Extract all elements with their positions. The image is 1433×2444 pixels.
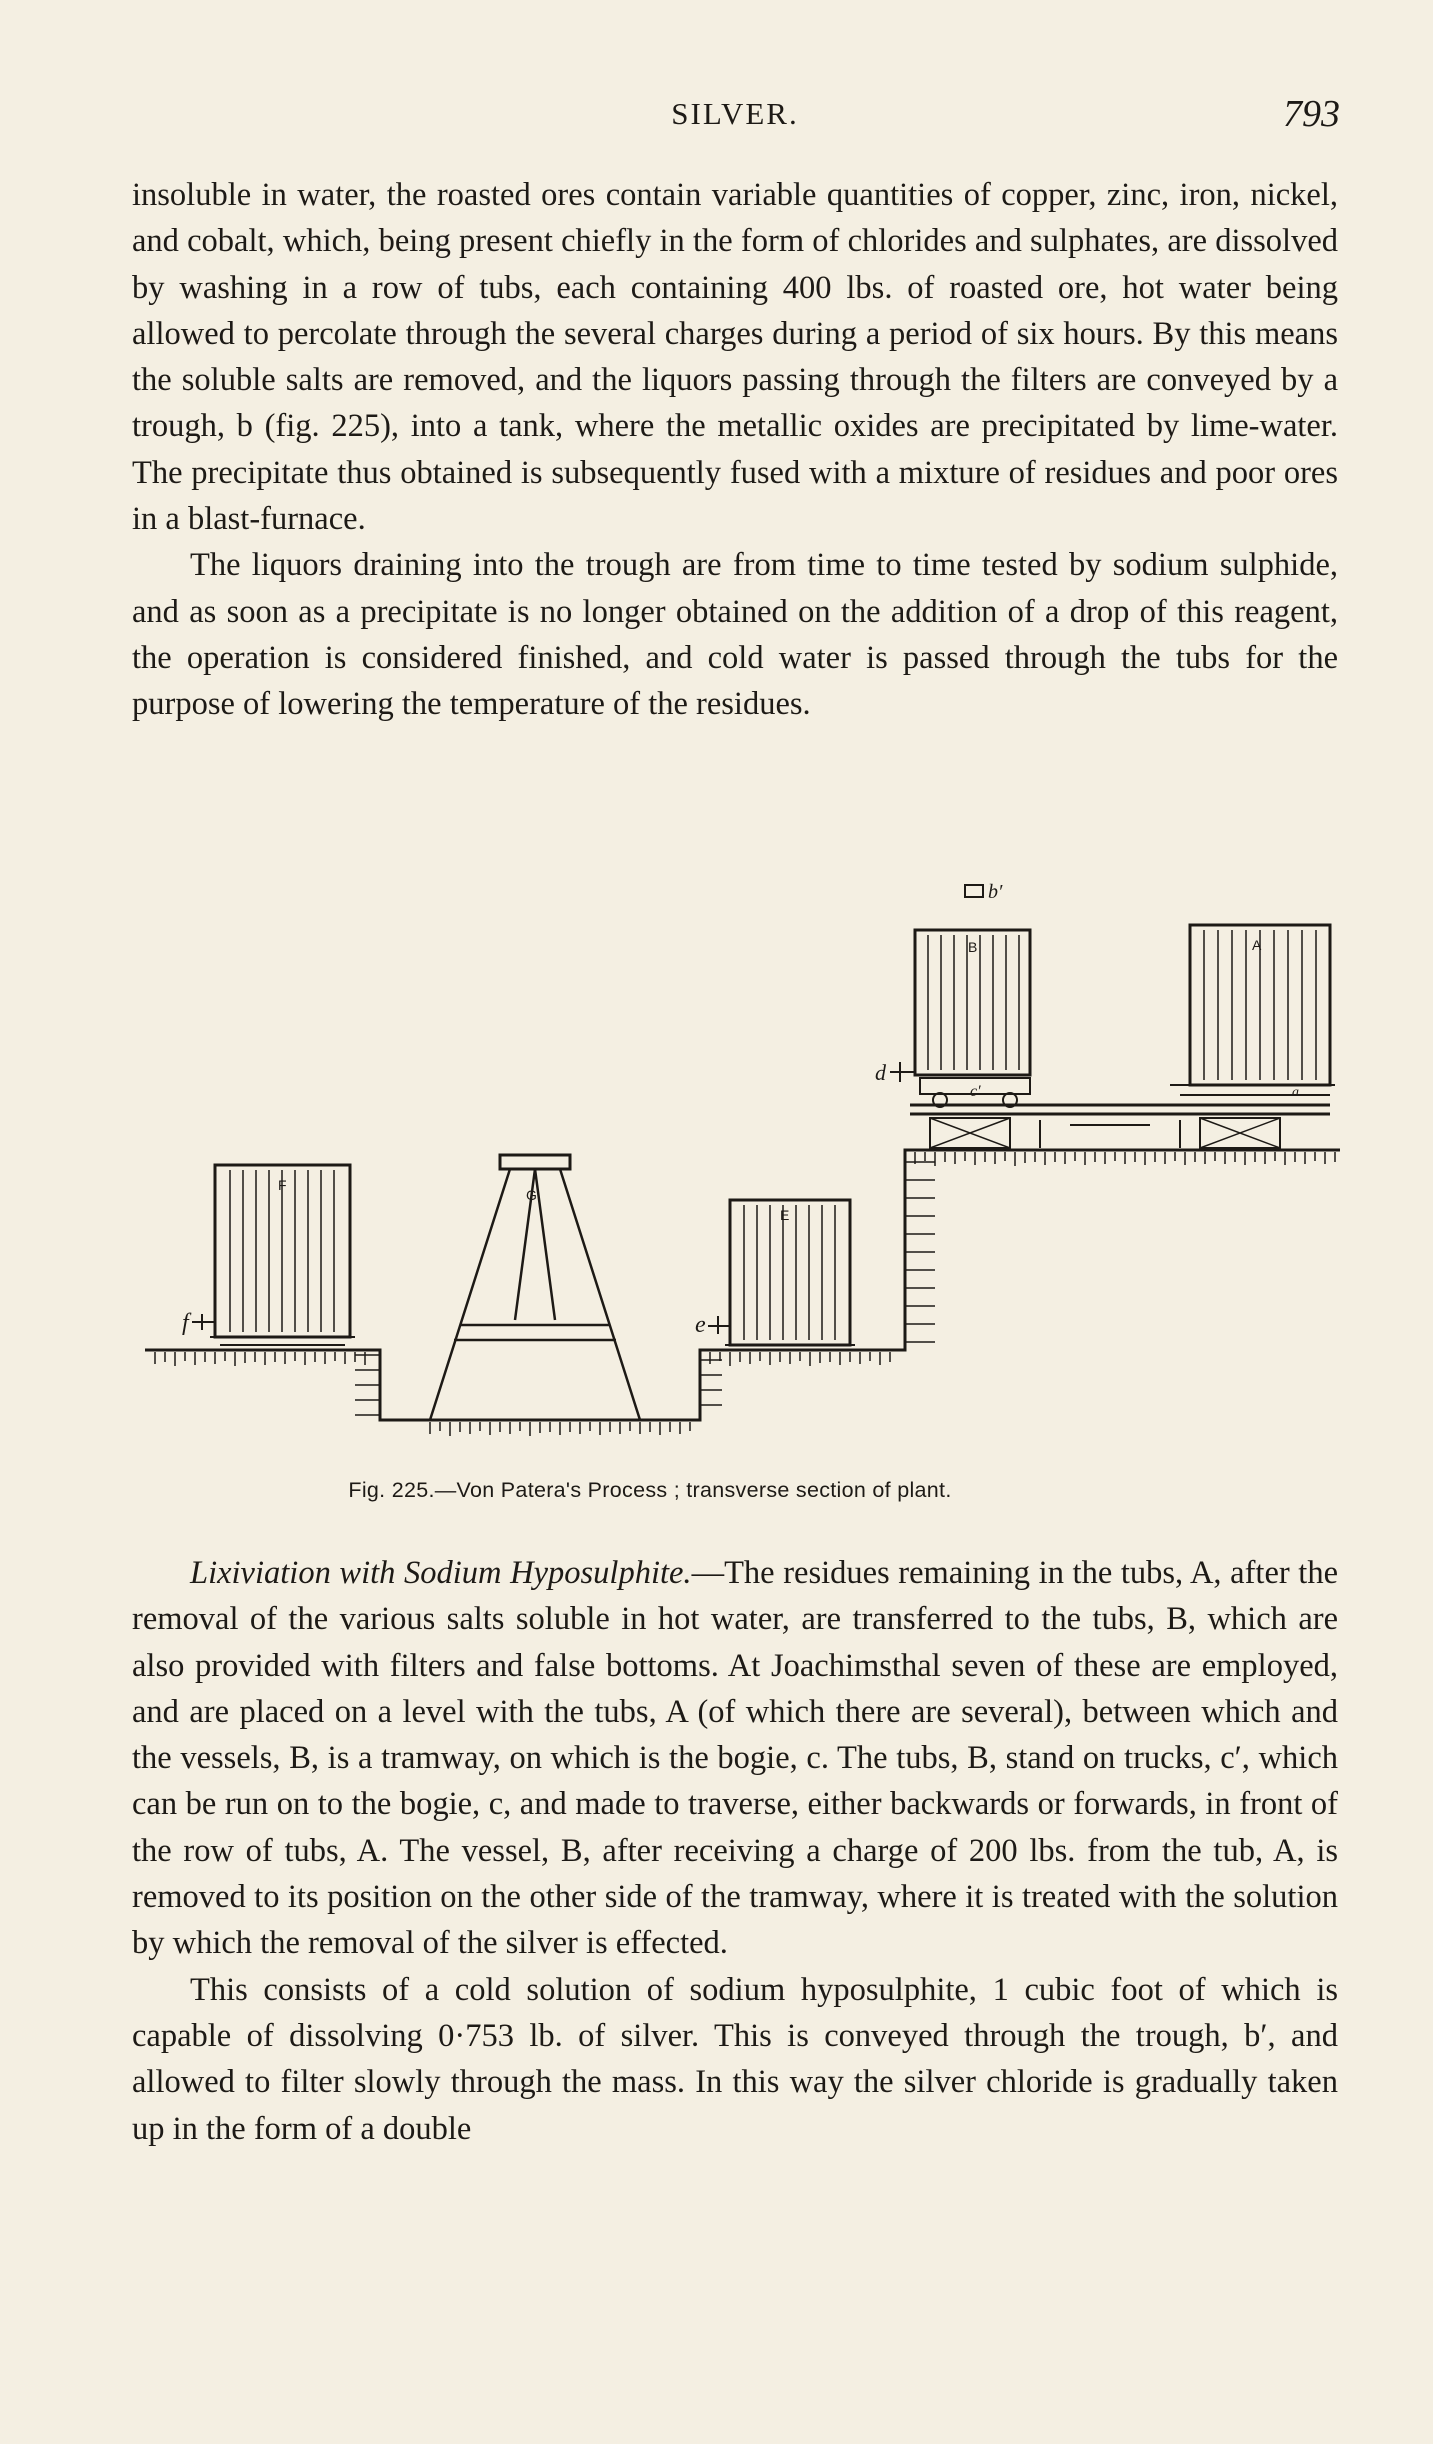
figure-caption: Fig. 225.—Von Patera's Process ; transverse section of plant. <box>348 1478 952 1502</box>
trestle-g <box>430 1155 640 1420</box>
figure-225 <box>140 881 1350 1460</box>
label-b: B <box>968 939 978 955</box>
label-g: G <box>526 1187 537 1203</box>
text-block-bottom <box>132 1550 1338 2152</box>
paragraph-text: —The residues remaining in the tubs, A, after the removal of the various salts soluble in hot water, are transferred to the tubs, B, which are also provided with filters and false bottoms. At Joachimsthal seven of these are employed, and are placed on a level with the tubs, A (of which there are several), between which and the vessels, B, is a tramway, on which is the bogie, c. The tubs, B, stand on trucks, c′, which can be run on to the bogie, c, and made to traverse, either backwards or forwards, in front of the row of tubs, A. The vessel, B, after receiving a charge of 200 lbs. from the tub, A, is removed to its position on the other side of the tramway, where it is treated with the solution by which the removal of the silver is effected. <box>132 1555 1338 1962</box>
label-f-tub: F <box>278 1177 287 1193</box>
running-title: SILVER. <box>671 96 799 131</box>
text-block-top <box>132 172 1338 728</box>
tramway <box>910 1105 1330 1148</box>
label-d: d <box>875 1060 886 1085</box>
page-number: 793 <box>1283 93 1340 135</box>
paragraph: insoluble in water, the roasted ores contain variable quantities of copper, zinc, iron, nickel, and cobalt, which, being present chiefly in the form of chlorides and sulphates, are dissolved by washing in a row of tubs, each containing 400 lbs. of roasted ore, hot water being allowed to percolate through the several charges during a period of six hours. By this means the soluble salts are removed, and the liquors passing through the filters are conveyed by a trough, b (fig. 225), into a tank, where the metallic oxides are precipitated by lime-water. The precipitate thus obtained is subsequently fused with a mixture of residues and poor ores in a blast-furnace. <box>132 177 1338 538</box>
tub-e <box>695 1200 855 1345</box>
plant-section-diagram <box>140 881 1350 1460</box>
tub-b <box>875 881 1030 1107</box>
label-f-tap: f <box>182 1310 189 1336</box>
label-b-prime: b′ <box>988 881 1003 903</box>
tub-f <box>182 1165 355 1345</box>
label-a-tap: a <box>1292 1085 1299 1100</box>
label-e-tub: E <box>780 1207 790 1223</box>
label-a-tub: A <box>1252 937 1262 953</box>
label-c-prime: c′ <box>970 1083 981 1100</box>
paragraph <box>132 1550 1338 1967</box>
label-e-tap: e <box>695 1312 706 1338</box>
paragraph: The liquors draining into the trough are from time to time tested by sodium sulphide, and as soon as a precipitate is no longer obtained on the addition of a drop of this reagent, the operation is considered finished, and cold water is passed through the tubs for the purpose of lowering the temperature of the residues. <box>132 547 1338 723</box>
tub-a <box>1170 925 1335 1100</box>
page-header <box>130 93 1340 146</box>
ground-lines <box>145 1150 1340 1436</box>
paragraph: This consists of a cold solution of sodium hyposulphite, 1 cubic foot of which is capable of dissolving 0·753 lb. of silver. This is conveyed through the trough, b′, and allowed to filter slowly through the mass. In this way the silver chloride is gradually taken up in the form of a double <box>132 1971 1338 2147</box>
section-heading: Lixiviation with Sodium Hyposulphite. <box>190 1555 692 1591</box>
